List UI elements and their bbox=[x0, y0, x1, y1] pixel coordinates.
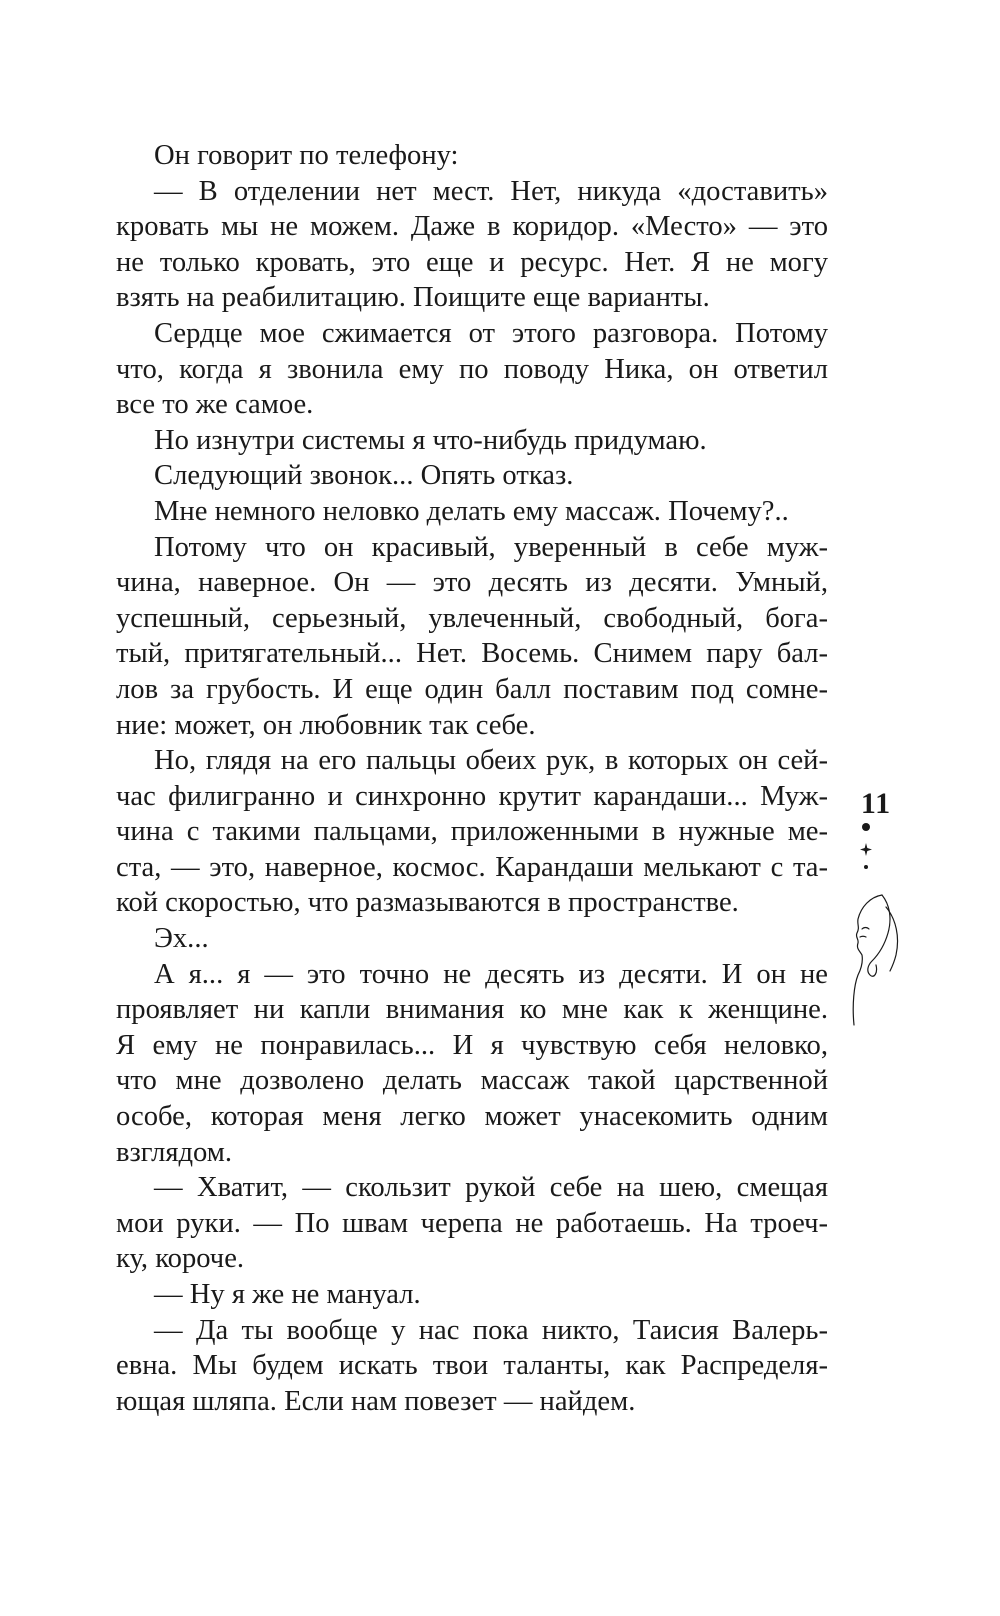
text-line: все то же самое. bbox=[116, 389, 314, 421]
text-line: — Да ты вообще у нас пока никто, Таисия Валерь- bbox=[154, 1314, 828, 1346]
text-line: — Хватит, — скользит рукой себе на шею, смещая bbox=[154, 1172, 828, 1204]
text-line: чина, наверное. Он — это десять из десяти. Умный, bbox=[116, 567, 828, 599]
text-line: взять на реабилитацию. Поищите еще варианты. bbox=[116, 282, 710, 314]
text-line: успешный, серьезный, увлеченный, свободный, бога- bbox=[116, 602, 828, 634]
face-profile-icon bbox=[853, 895, 897, 1025]
text-line: Эх... bbox=[154, 923, 209, 955]
text-line: Но изнутри системы я что-нибудь придумаю. bbox=[154, 424, 707, 456]
page-number: 11 bbox=[860, 787, 892, 820]
text-line: кой скоростью, что размазываются в пространстве. bbox=[116, 887, 739, 919]
text-line: А я... я — это точно не десять из десяти. И он не bbox=[154, 958, 828, 990]
text-line: час филигранно и синхронно крутит карандаши... Муж- bbox=[116, 780, 828, 812]
page-body-text bbox=[116, 138, 828, 1419]
text-line: взглядом. bbox=[116, 1136, 233, 1168]
text-line: ющая шляпа. Если нам повезет — найдем. bbox=[116, 1385, 636, 1417]
text-line: кровать мы не можем. Даже в коридор. «Место» — это bbox=[116, 211, 828, 243]
text-line: лов за грубость. И еще один балл поставим под сомне- bbox=[116, 673, 828, 705]
text-line: — Ну я же не мануал. bbox=[154, 1279, 421, 1310]
ornament-dot bbox=[862, 823, 870, 831]
text-line: ста, — это, наверное, космос. Карандаши мелькают с та- bbox=[116, 851, 828, 883]
text-line: — В отделении нет мест. Нет, никуда «доставить» bbox=[154, 175, 828, 207]
text-line: Сердце мое сжимается от этого разговора. Потому bbox=[154, 317, 828, 349]
text-line: что мне дозволено делать массаж такой царственной bbox=[116, 1065, 828, 1097]
text-line: что, когда я звонила ему по поводу Ника, он ответил bbox=[116, 353, 828, 385]
text-line: Он говорит по телефону: bbox=[154, 140, 459, 171]
text-line: не только кровать, это еще и ресурс. Нет. Я не могу bbox=[116, 246, 828, 278]
text-line: проявляет ни капли внимания ко мне как к женщине. bbox=[116, 994, 828, 1026]
text-line: Я ему не понравилась... И я чувствую себя неловко, bbox=[116, 1029, 828, 1061]
text-line: ние: может, он любовник так себе. bbox=[116, 709, 536, 741]
text-line: мои руки. — По швам черепа не работаешь. На троеч- bbox=[116, 1207, 828, 1239]
text-line: Следующий звонок... Опять отказ. bbox=[154, 460, 574, 492]
text-line: Потому что он красивый, уверенный в себе муж- bbox=[154, 531, 828, 563]
text-line: Но, глядя на его пальцы обеих рук, в которых он сей- bbox=[154, 745, 828, 777]
text-line: евна. Мы будем искать твои таланты, как Распределя- bbox=[116, 1350, 828, 1382]
ornament-star bbox=[860, 843, 872, 856]
text-line: особе, которая меня легко может унасекомить одним bbox=[116, 1101, 828, 1133]
face-line-art-ornament bbox=[848, 815, 908, 1075]
text-line: Мне немного неловко делать ему массаж. Почему?.. bbox=[154, 495, 789, 527]
ornament-dot-small bbox=[864, 865, 868, 869]
text-line: тый, притягательный... Нет. Восемь. Снимем пару бал- bbox=[116, 638, 828, 670]
text-line: чина с такими пальцами, приложенными в нужные ме- bbox=[116, 816, 828, 848]
text-line: ку, короче. bbox=[116, 1243, 245, 1275]
